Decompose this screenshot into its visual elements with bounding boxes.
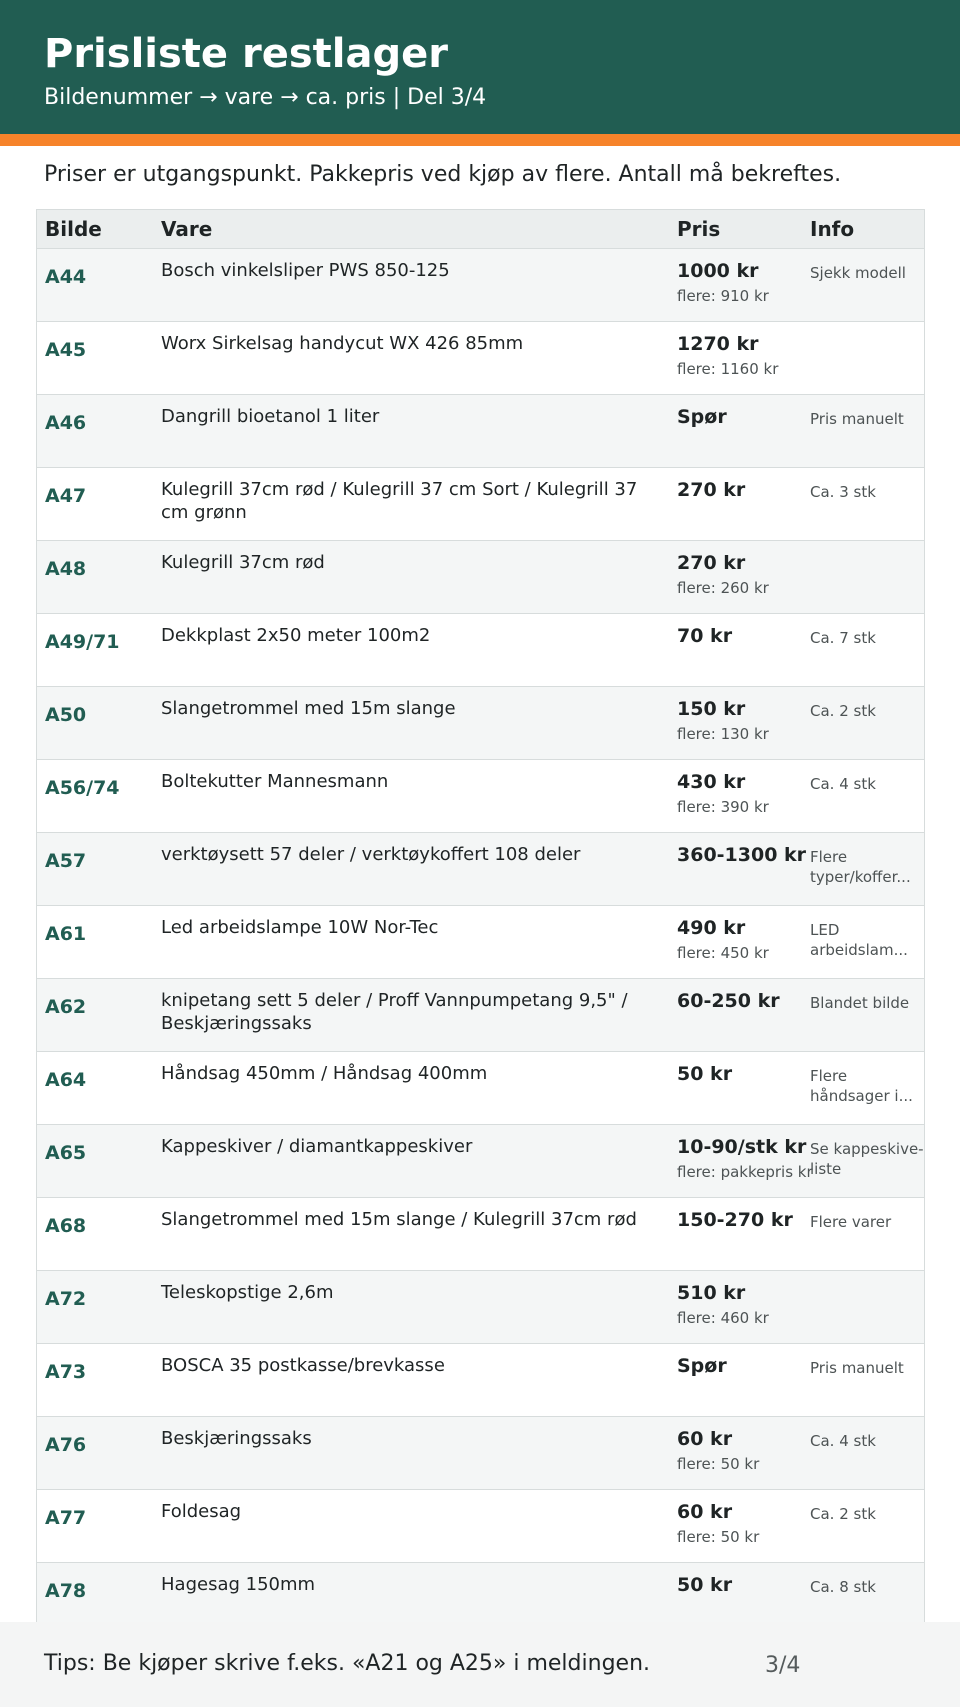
item-name: BOSCA 35 postkasse/brevkasse xyxy=(161,1355,445,1376)
item-name: Worx Sirkelsag handycut WX 426 85mm xyxy=(161,333,524,354)
item-name: Slangetrommel med 15m slange xyxy=(161,698,456,719)
table-row xyxy=(37,1125,924,1198)
item-info: Se kappeskive-liste xyxy=(810,1140,924,1178)
item-name: Slangetrommel med 15m slange / Kulegrill 37cm rød xyxy=(161,1209,637,1230)
item-bulk-price: flere: 450 kr xyxy=(677,944,769,962)
table-row xyxy=(37,687,924,760)
page-subtitle: Bildenummer → vare → ca. pris | Del 3/4 xyxy=(44,85,487,110)
table-row xyxy=(37,249,924,322)
item-id: A57 xyxy=(45,850,87,872)
item-name: Foldesag xyxy=(161,1501,242,1522)
price-table xyxy=(36,209,925,1622)
item-id: A73 xyxy=(45,1361,87,1383)
page-footer xyxy=(0,1622,960,1707)
item-name: Teleskopstige 2,6m xyxy=(161,1282,334,1303)
page-header xyxy=(0,0,960,134)
item-price: Spør xyxy=(677,1355,727,1377)
item-name: Kulegrill 37cm rød / Kulegrill 37 cm Sort / Kulegrill 37 cm grønn xyxy=(161,479,638,523)
column-header-vare: Vare xyxy=(161,217,213,241)
item-price: 50 kr xyxy=(677,1574,733,1596)
table-row xyxy=(37,541,924,614)
item-bulk-price: flere: 390 kr xyxy=(677,798,769,816)
item-info: Flere typer/koffer... xyxy=(810,848,911,886)
table-row xyxy=(37,614,924,687)
item-bulk-price: flere: 910 kr xyxy=(677,287,769,305)
item-info: Blandet bilde xyxy=(810,994,910,1012)
item-name: Kappeskiver / diamantkappeskiver xyxy=(161,1136,473,1157)
item-bulk-price: flere: 50 kr xyxy=(677,1455,760,1473)
item-id: A44 xyxy=(45,266,87,288)
item-name: verktøysett 57 deler / verktøykoffert 108 deler xyxy=(161,844,581,865)
item-id: A49/71 xyxy=(45,631,120,653)
item-name: Beskjæringssaks xyxy=(161,1428,312,1449)
item-info: Pris manuelt xyxy=(810,1359,904,1377)
page-title: Prisliste restlager xyxy=(44,31,448,77)
item-info: Ca. 4 stk xyxy=(810,1432,876,1450)
table-row xyxy=(37,1052,924,1125)
item-info: Ca. 7 stk xyxy=(810,629,876,647)
item-info: Flere håndsager i... xyxy=(810,1067,913,1105)
item-id: A68 xyxy=(45,1215,87,1237)
item-price: 430 kr xyxy=(677,771,746,793)
item-price: 50 kr xyxy=(677,1063,733,1085)
item-id: A45 xyxy=(45,339,87,361)
page-indicator: 3/4 xyxy=(765,1653,801,1678)
table-row xyxy=(37,468,924,541)
table-row xyxy=(37,1490,924,1563)
item-name: Led arbeidslampe 10W Nor-Tec xyxy=(161,917,439,938)
accent-divider xyxy=(0,134,960,146)
item-bulk-price: flere: pakkepris kr xyxy=(677,1163,813,1181)
item-price: 60 kr xyxy=(677,1428,733,1450)
item-info: Ca. 2 stk xyxy=(810,702,876,720)
item-price: 60-250 kr xyxy=(677,990,780,1012)
footer-tip: Tips: Be kjøper skrive f.eks. «A21 og A25» i meldingen. xyxy=(44,1651,650,1676)
item-info: Ca. 4 stk xyxy=(810,775,876,793)
item-info: Ca. 8 stk xyxy=(810,1578,876,1596)
item-price: 360-1300 kr xyxy=(677,844,807,866)
item-id: A61 xyxy=(45,923,87,945)
item-bulk-price: flere: 260 kr xyxy=(677,579,769,597)
item-info: Pris manuelt xyxy=(810,410,904,428)
item-name: Bosch vinkelsliper PWS 850-125 xyxy=(161,260,450,281)
intro-text: Priser er utgangspunkt. Pakkepris ved kjøp av flere. Antall må bekreftes. xyxy=(44,162,842,187)
item-name: Hagesag 150mm xyxy=(161,1574,316,1595)
item-bulk-price: flere: 50 kr xyxy=(677,1528,760,1546)
item-bulk-price: flere: 1160 kr xyxy=(677,360,779,378)
item-price: 510 kr xyxy=(677,1282,746,1304)
table-row xyxy=(37,1344,924,1417)
item-name: Boltekutter Mannesmann xyxy=(161,771,389,792)
column-header-pris: Pris xyxy=(677,217,721,241)
item-price: Spør xyxy=(677,406,727,428)
item-id: A77 xyxy=(45,1507,87,1529)
item-info: Ca. 2 stk xyxy=(810,1505,876,1523)
item-price: 150-270 kr xyxy=(677,1209,793,1231)
item-price: 1270 kr xyxy=(677,333,759,355)
item-id: A65 xyxy=(45,1142,87,1164)
item-name: Kulegrill 37cm rød xyxy=(161,552,325,573)
table-row xyxy=(37,322,924,395)
table-header xyxy=(37,210,924,249)
item-id: A50 xyxy=(45,704,87,726)
table-row xyxy=(37,906,924,979)
table-row xyxy=(37,395,924,468)
item-price: 270 kr xyxy=(677,479,746,501)
table-row xyxy=(37,1563,924,1622)
item-id: A78 xyxy=(45,1580,87,1602)
item-bulk-price: flere: 460 kr xyxy=(677,1309,769,1327)
item-name: Håndsag 450mm / Håndsag 400mm xyxy=(161,1063,488,1084)
item-price: 150 kr xyxy=(677,698,746,720)
column-header-bilde: Bilde xyxy=(45,217,102,241)
table-row xyxy=(37,1271,924,1344)
table-row xyxy=(37,833,924,906)
item-price: 270 kr xyxy=(677,552,746,574)
item-id: A48 xyxy=(45,558,87,580)
item-id: A64 xyxy=(45,1069,87,1091)
item-id: A62 xyxy=(45,996,87,1018)
table-row xyxy=(37,760,924,833)
item-id: A47 xyxy=(45,485,87,507)
item-info: Ca. 3 stk xyxy=(810,483,876,501)
item-id: A46 xyxy=(45,412,87,434)
item-id: A56/74 xyxy=(45,777,120,799)
table-row xyxy=(37,1417,924,1490)
item-price: 10-90/stk kr xyxy=(677,1136,807,1158)
item-name: knipetang sett 5 deler / Proff Vannpumpetang 9,5" / Beskjæringssaks xyxy=(161,990,628,1034)
item-info: LED arbeidslam... xyxy=(810,921,908,959)
item-price: 70 kr xyxy=(677,625,733,647)
item-id: A72 xyxy=(45,1288,87,1310)
item-price: 490 kr xyxy=(677,917,746,939)
item-name: Dekkplast 2x50 meter 100m2 xyxy=(161,625,431,646)
table-body xyxy=(37,249,924,1622)
column-header-info: Info xyxy=(810,217,855,241)
item-id: A76 xyxy=(45,1434,87,1456)
item-info: Flere varer xyxy=(810,1213,892,1231)
item-name: Dangrill bioetanol 1 liter xyxy=(161,406,380,427)
table-row xyxy=(37,1198,924,1271)
item-price: 1000 kr xyxy=(677,260,759,282)
item-info: Sjekk modell xyxy=(810,264,906,282)
item-price: 60 kr xyxy=(677,1501,733,1523)
table-row xyxy=(37,979,924,1052)
item-bulk-price: flere: 130 kr xyxy=(677,725,769,743)
